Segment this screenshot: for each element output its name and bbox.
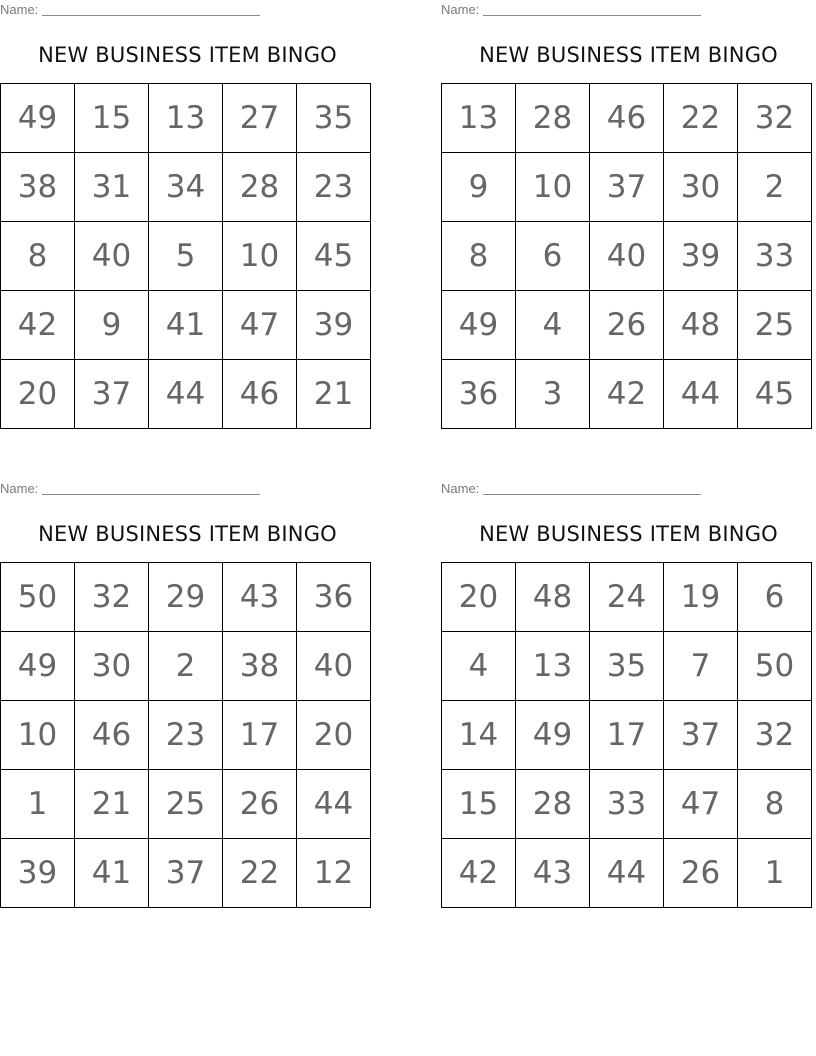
bingo-cell: 7 <box>664 632 738 701</box>
bingo-cell: 49 <box>516 701 590 770</box>
bingo-cell: 44 <box>590 839 664 908</box>
card-title: NEW BUSINESS ITEM BINGO <box>479 522 778 546</box>
name-field <box>0 479 260 499</box>
bingo-cell: 2 <box>149 632 223 701</box>
bingo-cell: 33 <box>590 770 664 839</box>
bingo-cell: 37 <box>75 360 149 429</box>
bingo-cell: 44 <box>297 770 371 839</box>
bingo-cell: 46 <box>590 84 664 153</box>
bingo-cell: 41 <box>75 839 149 908</box>
name-blank-line <box>483 0 701 16</box>
bingo-cell: 8 <box>442 222 516 291</box>
bingo-cell: 15 <box>442 770 516 839</box>
bingo-row <box>1 770 371 839</box>
bingo-cell: 1 <box>738 839 812 908</box>
bingo-cell: 40 <box>297 632 371 701</box>
name-label: Name: <box>441 481 480 496</box>
bingo-cell: 47 <box>664 770 738 839</box>
bingo-row <box>442 291 812 360</box>
bingo-cell: 24 <box>590 563 664 632</box>
card-title: NEW BUSINESS ITEM BINGO <box>479 43 778 67</box>
bingo-row <box>1 632 371 701</box>
bingo-cell: 14 <box>442 701 516 770</box>
bingo-cell: 46 <box>75 701 149 770</box>
bingo-cell: 23 <box>149 701 223 770</box>
bingo-grid <box>441 83 812 429</box>
bingo-cell: 26 <box>590 291 664 360</box>
bingo-cell: 8 <box>738 770 812 839</box>
bingo-cell: 8 <box>1 222 75 291</box>
bingo-cell: 10 <box>223 222 297 291</box>
bingo-cell: 13 <box>516 632 590 701</box>
bingo-cell: 1 <box>1 770 75 839</box>
bingo-cell: 17 <box>223 701 297 770</box>
bingo-cell: 50 <box>1 563 75 632</box>
bingo-cell: 31 <box>75 153 149 222</box>
bingo-cell: 35 <box>590 632 664 701</box>
bingo-cell: 49 <box>1 632 75 701</box>
bingo-cell: 28 <box>516 770 590 839</box>
bingo-cell: 38 <box>223 632 297 701</box>
bingo-cell: 36 <box>297 563 371 632</box>
name-label: Name: <box>0 481 39 496</box>
bingo-cell: 4 <box>516 291 590 360</box>
bingo-cell: 48 <box>664 291 738 360</box>
name-label: Name: <box>0 2 39 17</box>
bingo-cell: 42 <box>590 360 664 429</box>
bingo-cell: 22 <box>664 84 738 153</box>
name-field <box>0 0 260 20</box>
bingo-cell: 29 <box>149 563 223 632</box>
bingo-cell: 6 <box>738 563 812 632</box>
bingo-cell: 28 <box>516 84 590 153</box>
bingo-cell: 23 <box>297 153 371 222</box>
bingo-cell: 27 <box>223 84 297 153</box>
bingo-cell: 12 <box>297 839 371 908</box>
bingo-row <box>1 222 371 291</box>
bingo-cell: 45 <box>297 222 371 291</box>
bingo-cell: 25 <box>738 291 812 360</box>
bingo-cell: 44 <box>149 360 223 429</box>
bingo-row <box>442 632 812 701</box>
bingo-cell: 9 <box>75 291 149 360</box>
bingo-cell: 2 <box>738 153 812 222</box>
bingo-grid <box>0 562 371 908</box>
bingo-cell: 13 <box>442 84 516 153</box>
bingo-cell: 40 <box>75 222 149 291</box>
bingo-cell: 45 <box>738 360 812 429</box>
bingo-cell: 32 <box>75 563 149 632</box>
bingo-cell: 49 <box>442 291 516 360</box>
bingo-cell: 39 <box>664 222 738 291</box>
bingo-cell: 42 <box>1 291 75 360</box>
bingo-cell: 43 <box>223 563 297 632</box>
name-field <box>441 0 701 20</box>
name-blank-line <box>42 479 260 495</box>
bingo-row <box>1 839 371 908</box>
bingo-row <box>442 360 812 429</box>
bingo-cell: 10 <box>1 701 75 770</box>
bingo-cell: 19 <box>664 563 738 632</box>
bingo-cell: 39 <box>1 839 75 908</box>
bingo-cell: 33 <box>738 222 812 291</box>
bingo-cell: 17 <box>590 701 664 770</box>
bingo-row <box>442 84 812 153</box>
bingo-cell: 20 <box>442 563 516 632</box>
bingo-cell: 4 <box>442 632 516 701</box>
bingo-cell: 42 <box>442 839 516 908</box>
bingo-row <box>442 153 812 222</box>
bingo-row <box>1 84 371 153</box>
bingo-row <box>442 563 812 632</box>
bingo-cell: 32 <box>738 701 812 770</box>
bingo-row <box>442 839 812 908</box>
bingo-cell: 41 <box>149 291 223 360</box>
name-blank-line <box>42 0 260 16</box>
bingo-cell: 9 <box>442 153 516 222</box>
bingo-cell: 39 <box>297 291 371 360</box>
bingo-row <box>1 153 371 222</box>
bingo-cell: 26 <box>664 839 738 908</box>
bingo-cell: 38 <box>1 153 75 222</box>
bingo-cell: 32 <box>738 84 812 153</box>
bingo-grid <box>0 83 371 429</box>
bingo-cell: 3 <box>516 360 590 429</box>
bingo-cell: 22 <box>223 839 297 908</box>
name-field <box>441 479 701 499</box>
bingo-cell: 46 <box>223 360 297 429</box>
bingo-row <box>1 701 371 770</box>
bingo-cell: 47 <box>223 291 297 360</box>
bingo-cell: 43 <box>516 839 590 908</box>
bingo-cell: 21 <box>75 770 149 839</box>
bingo-cell: 40 <box>590 222 664 291</box>
bingo-cell: 37 <box>664 701 738 770</box>
card-title: NEW BUSINESS ITEM BINGO <box>38 522 337 546</box>
bingo-row <box>442 701 812 770</box>
bingo-cell: 25 <box>149 770 223 839</box>
bingo-cell: 10 <box>516 153 590 222</box>
bingo-cell: 5 <box>149 222 223 291</box>
bingo-row <box>1 291 371 360</box>
bingo-cell: 20 <box>1 360 75 429</box>
bingo-cell: 44 <box>664 360 738 429</box>
bingo-cell: 48 <box>516 563 590 632</box>
bingo-cell: 28 <box>223 153 297 222</box>
card-title: NEW BUSINESS ITEM BINGO <box>38 43 337 67</box>
bingo-cell: 50 <box>738 632 812 701</box>
bingo-cell: 37 <box>149 839 223 908</box>
bingo-row <box>442 770 812 839</box>
bingo-cell: 36 <box>442 360 516 429</box>
bingo-cell: 15 <box>75 84 149 153</box>
bingo-row <box>1 360 371 429</box>
bingo-cell: 26 <box>223 770 297 839</box>
bingo-cell: 35 <box>297 84 371 153</box>
bingo-cell: 6 <box>516 222 590 291</box>
bingo-cell: 30 <box>664 153 738 222</box>
bingo-cell: 34 <box>149 153 223 222</box>
name-blank-line <box>483 479 701 495</box>
bingo-grid <box>441 562 812 908</box>
bingo-cell: 21 <box>297 360 371 429</box>
name-label: Name: <box>441 2 480 17</box>
bingo-cell: 49 <box>1 84 75 153</box>
bingo-row <box>1 563 371 632</box>
bingo-row <box>442 222 812 291</box>
bingo-cell: 37 <box>590 153 664 222</box>
bingo-cell: 30 <box>75 632 149 701</box>
bingo-cell: 20 <box>297 701 371 770</box>
bingo-cell: 13 <box>149 84 223 153</box>
